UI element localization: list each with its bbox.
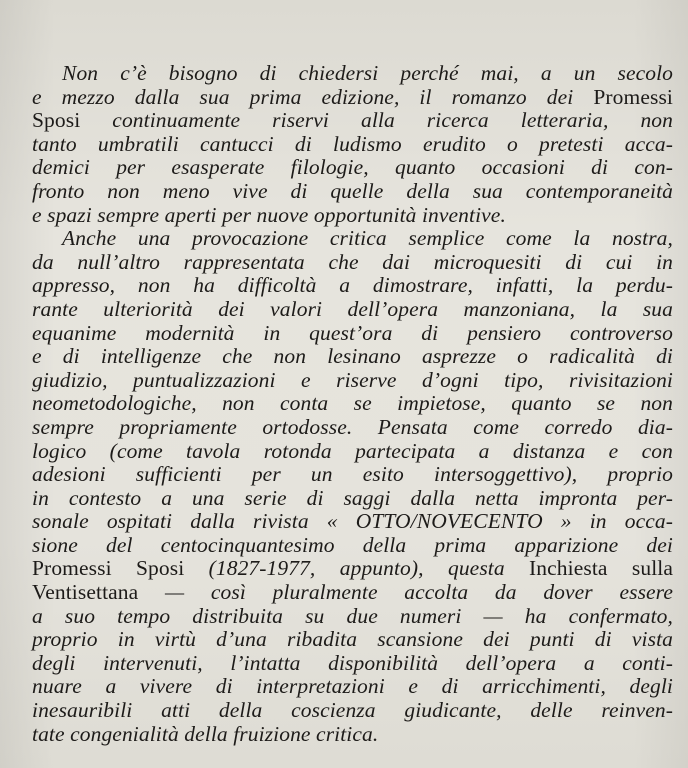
- text-line: [32, 86, 673, 110]
- paragraph: [32, 62, 673, 227]
- text-line: [32, 369, 673, 393]
- text-segment: in contesto a una serie di saggi dalla netta impronta per-: [32, 485, 673, 510]
- text-line: [32, 534, 673, 558]
- text-segment: degli intervenuti, l’intatta disponibilità dell’opera a conti-: [32, 650, 673, 675]
- text-line: [32, 298, 673, 322]
- text-segment: equanime modernità in quest’ora di pensiero controverso: [32, 320, 673, 345]
- text-segment: e di intelligenze che non lesinano asprezze o radicalità di: [32, 344, 673, 369]
- text-line: [32, 345, 673, 369]
- text-line: [32, 440, 673, 464]
- text-segment: — così pluralmente accolta da dover essere: [138, 580, 673, 605]
- text-line: [32, 699, 673, 723]
- title-reference: Inchiesta sulla: [529, 556, 673, 581]
- text-segment: logico (come tavola rotonda partecipata a distanza e con: [32, 438, 673, 463]
- text-segment: Non c’è bisogno di chiedersi perché mai, a un secolo: [62, 61, 673, 85]
- text-segment: inesauribili atti della coscienza giudicante, delle reinven-: [32, 698, 673, 723]
- text-segment: a suo tempo distribuita su due numeri — ha confermato,: [32, 603, 673, 628]
- text-line: [32, 274, 673, 298]
- text-line: [32, 605, 673, 629]
- text-line: [32, 723, 673, 747]
- text-line: [32, 416, 673, 440]
- text-segment: rante ulteriorità dei valori dell’opera manzoniana, la sua: [32, 296, 673, 321]
- title-reference: Ventisettana: [32, 580, 139, 605]
- text-line: [32, 463, 673, 487]
- text-segment: e mezzo dalla sua prima edizione, il romanzo dei: [32, 84, 594, 109]
- text-segment: sempre propriamente ortodosse. Pensata come corredo dia-: [32, 414, 673, 439]
- title-reference: Sposi: [32, 108, 81, 133]
- text-line: [32, 62, 673, 86]
- text-segment: sione del centocinquantesimo della prima apparizione dei: [32, 532, 673, 557]
- text-segment: sonale ospitati dalla rivista « OTTO/NOVECENTO » in occa-: [32, 509, 673, 534]
- text-segment: demici per esasperate filologie, quanto occasioni di con-: [32, 155, 673, 180]
- text-line: [32, 392, 673, 416]
- title-reference: Promessi Sposi: [32, 556, 185, 581]
- text-segment: appresso, non ha difficoltà a dimostrare, infatti, la perdu-: [32, 273, 673, 298]
- text-segment: tanto umbratili cantucci di ludismo erudito o pretesti acca-: [32, 131, 673, 156]
- text-segment: proprio in virtù d’una ribadita scansione dei punti di vista: [32, 627, 673, 652]
- text-line: [32, 652, 673, 676]
- text-segment: e spazi sempre aperti per nuove opportunità inventive.: [32, 202, 506, 227]
- text-line: [32, 109, 673, 133]
- text-line: [32, 251, 673, 275]
- text-line: [32, 557, 673, 581]
- text-segment: nuare a vivere di interpretazioni e di arricchimenti, degli: [32, 674, 673, 699]
- text-segment: (1827-1977, appunto), questa: [184, 556, 530, 581]
- title-reference: Promessi: [593, 84, 673, 109]
- text-line: [32, 227, 673, 251]
- text-line: [32, 675, 673, 699]
- text-segment: da null’altro rappresentata che dai microquesiti di cui in: [32, 249, 673, 274]
- text-line: [32, 487, 673, 511]
- text-segment: fronto non meno vive di quelle della sua contemporaneità: [32, 178, 673, 203]
- text-segment: adesioni sufficienti per un esito intersoggettivo), proprio: [32, 462, 673, 487]
- text-line: [32, 510, 673, 534]
- text-line: [32, 581, 673, 605]
- text-segment: tate congenialità della fruizione critica.: [32, 721, 379, 746]
- text-segment: continuamente riservi alla ricerca letteraria, non: [80, 108, 673, 133]
- text-segment: neometodologiche, non conta se impietose, quanto se non: [32, 391, 673, 416]
- text-line: [32, 156, 673, 180]
- text-line: [32, 628, 673, 652]
- text-line: [32, 322, 673, 346]
- text-line: [32, 204, 673, 228]
- text-line: [32, 133, 673, 157]
- text-segment: Anche una provocazione critica semplice come la nostra,: [62, 226, 673, 251]
- paragraph: [32, 227, 673, 746]
- text-line: [32, 180, 673, 204]
- text-segment: giudizio, puntualizzazioni e riserve d’ogni tipo, rivisitazioni: [32, 367, 673, 392]
- book-page-text: [32, 62, 673, 746]
